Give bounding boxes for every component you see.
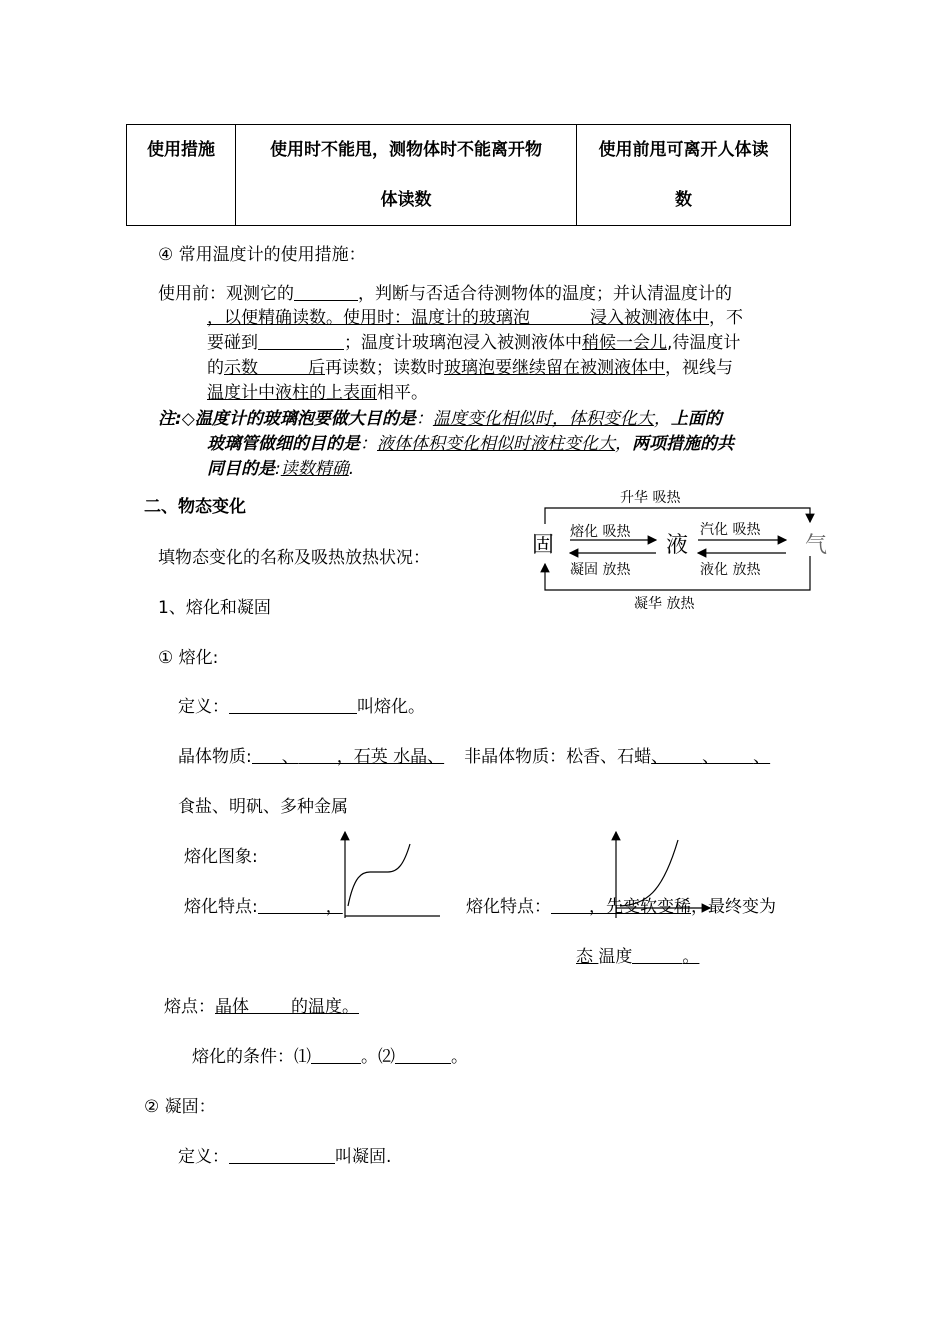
text: 定义： xyxy=(178,1147,229,1167)
blank xyxy=(229,1146,335,1164)
text: 、 xyxy=(651,747,669,767)
section-title: 二、物态变化 xyxy=(144,497,246,517)
blank xyxy=(229,696,357,714)
text: 使用前：观测它的 xyxy=(158,284,294,304)
text: 后 xyxy=(308,358,325,378)
usage-heading: ④ 常用温度计的使用措施： xyxy=(158,245,366,265)
text: ，不 xyxy=(709,308,743,328)
blank xyxy=(395,1046,451,1064)
blank xyxy=(299,746,337,764)
text: ，以便精确读数。使用时：温度计的 xyxy=(207,308,479,328)
deposition-label: 凝华 放热 xyxy=(634,596,695,612)
cell-text: 数 xyxy=(675,190,692,210)
text: 、 xyxy=(281,747,299,767)
text: 晶体 xyxy=(215,997,249,1017)
cell-text: 使用前甩可离开人体读 xyxy=(598,140,769,160)
text: ： xyxy=(415,409,433,429)
text: 熔化特点： xyxy=(466,897,551,917)
text: ,待温度计 xyxy=(667,333,741,353)
text: 玻璃管做细的目的是 xyxy=(207,434,360,454)
crystal-melting-graph xyxy=(330,824,445,924)
text: : xyxy=(275,459,281,479)
melting-point xyxy=(164,992,359,1017)
sublimation-label: 升华 吸热 xyxy=(620,490,681,506)
usage-line-1 xyxy=(158,279,732,304)
crystal-line-2: 食盐、明矾、多种金属 xyxy=(178,797,348,817)
text: 玻璃泡要继续留在被测液体中 xyxy=(444,358,665,378)
text: 两项措施的共 xyxy=(632,434,734,454)
text: 熔化的条件：⑴ xyxy=(192,1047,311,1067)
text: ，最终变为 xyxy=(691,897,776,917)
solidify-heading: ② 凝固： xyxy=(144,1097,216,1117)
melting-conditions xyxy=(192,1042,468,1067)
text: 叫熔化。 xyxy=(357,697,425,717)
solid-label: 固 xyxy=(532,533,555,558)
text: 晶体物质: xyxy=(178,747,252,767)
fill-prompt: 填物态变化的名称及吸热放热状况： xyxy=(158,548,430,568)
note-line-2 xyxy=(207,429,734,454)
text: 同目的是 xyxy=(207,459,275,479)
text: 相平。 xyxy=(377,383,428,403)
solidify-definition xyxy=(178,1142,391,1167)
gas-label: 气 xyxy=(805,533,828,558)
blank xyxy=(258,896,326,914)
text: ，判断与否适合待测物体的温度；并认清温度计的 xyxy=(358,284,732,304)
text: 、 xyxy=(702,747,720,767)
melting-label: 熔化 吸热 xyxy=(570,524,631,540)
text: ，石英 水晶、 xyxy=(336,747,445,767)
text: 熔点： xyxy=(164,997,215,1017)
text: 非晶体物质：松香、石蜡 xyxy=(464,747,652,767)
text: 稍候一会儿 xyxy=(582,333,667,353)
text: ， xyxy=(589,897,606,917)
blank xyxy=(719,746,753,764)
blank xyxy=(294,283,358,301)
amorphous-feature xyxy=(466,892,776,917)
text: 先变软变稀 xyxy=(606,897,691,917)
cell-text: 使用时不能甩，测物体时不能离开物 xyxy=(270,140,542,160)
table-row-label xyxy=(127,125,236,226)
text: ： xyxy=(360,434,377,454)
subsection-title: 1、熔化和凝固 xyxy=(158,598,271,618)
text: 叫凝固. xyxy=(335,1147,392,1167)
blank xyxy=(551,896,589,914)
blank xyxy=(632,946,682,964)
text: 温度变化相似时，体积变化大 xyxy=(432,409,654,429)
usage-line-3 xyxy=(207,328,740,353)
text: ， xyxy=(325,897,343,917)
blank xyxy=(258,332,344,350)
text: 浸入被测液体中 xyxy=(590,308,709,328)
text: 玻璃泡 xyxy=(479,308,530,328)
usage-line-5 xyxy=(207,378,428,403)
blank xyxy=(668,746,702,764)
text: 液体体积变化相似时液柱变化大 xyxy=(377,434,615,454)
crystal-line xyxy=(178,742,770,767)
text: 定义： xyxy=(178,697,229,717)
text: ， xyxy=(615,434,632,454)
blank xyxy=(258,357,308,375)
text: . xyxy=(348,459,355,479)
text: 温度 xyxy=(598,947,633,967)
text: 读数精确 xyxy=(280,459,349,479)
melting-graph-label: 熔化图象: xyxy=(184,847,258,867)
liquid-label: 液 xyxy=(666,533,689,558)
text: 。 xyxy=(682,947,700,967)
crystal-feature xyxy=(184,892,343,917)
text: 、 xyxy=(753,747,771,767)
text: 。 xyxy=(451,1047,468,1067)
blank xyxy=(252,746,282,764)
comparison-table xyxy=(126,124,791,226)
cell-text: 使用措施 xyxy=(147,140,215,160)
table-row xyxy=(127,125,791,226)
blank xyxy=(311,1046,361,1064)
text: 示数 xyxy=(224,358,258,378)
text: 的 xyxy=(207,358,224,378)
text: 的温度。 xyxy=(291,997,359,1017)
usage-line-2 xyxy=(207,303,743,328)
text: 熔化特点: xyxy=(184,897,258,917)
freezing-label: 凝固 放热 xyxy=(570,562,631,578)
blank xyxy=(249,996,291,1014)
vaporization-label: 汽化 吸热 xyxy=(700,522,761,538)
amorphous-state xyxy=(576,942,699,967)
note-line-1 xyxy=(158,404,722,429)
cell-text: 体读数 xyxy=(380,190,432,210)
blank xyxy=(530,307,590,325)
text: 温度计中液柱的上表面 xyxy=(207,383,377,403)
text: 。⑵ xyxy=(361,1047,395,1067)
melting-definition xyxy=(178,692,425,717)
state-change-diagram xyxy=(528,484,830,614)
text: 要碰到 xyxy=(207,333,258,353)
melting-heading: ① 熔化: xyxy=(158,648,219,668)
text: 再读数；读数时 xyxy=(325,358,444,378)
text: ；温度计玻璃泡浸入被测液体中 xyxy=(344,333,582,353)
text: 上面的 xyxy=(670,409,722,429)
liquefaction-label: 液化 放热 xyxy=(700,562,761,578)
usage-line-4 xyxy=(207,353,733,378)
text: ，视线与 xyxy=(665,358,733,378)
text: ， xyxy=(653,409,671,429)
text: 态 xyxy=(576,947,593,967)
note-line-3 xyxy=(207,454,354,479)
table-cell-2 xyxy=(577,125,791,226)
table-cell-1 xyxy=(236,125,577,226)
text: 注:◇温度计的玻璃泡要做大目的是 xyxy=(158,409,416,429)
